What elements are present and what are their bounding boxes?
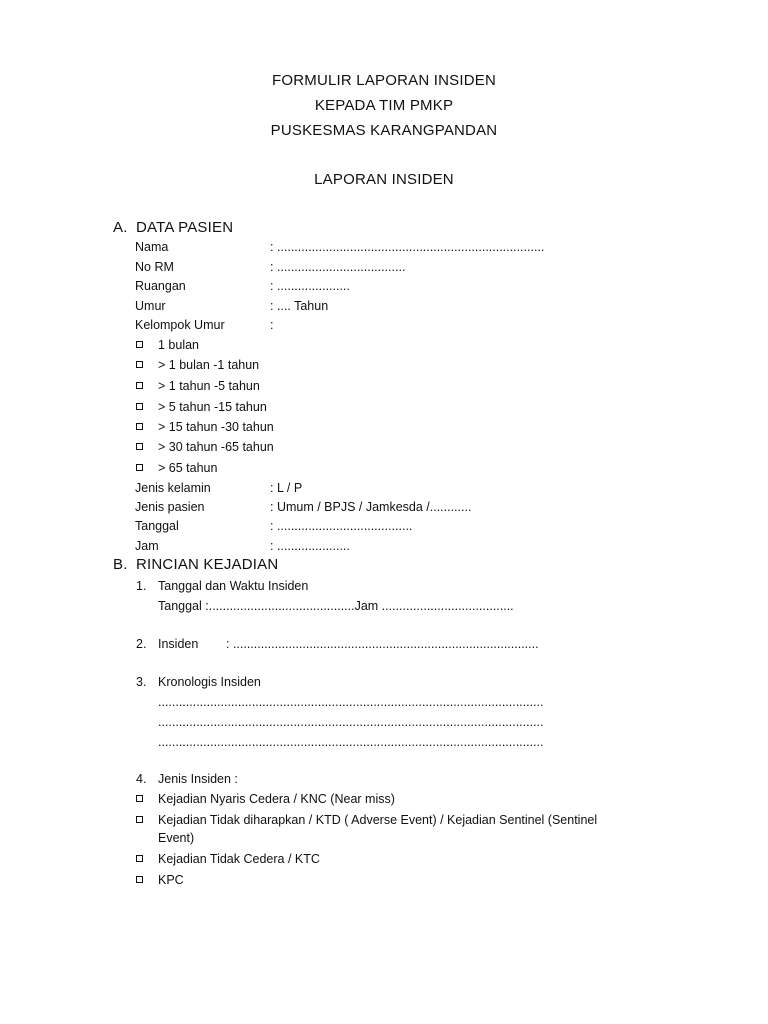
item-1-date-time-line[interactable]: Tanggal :..........................................Jam ......................................: [158, 599, 514, 613]
field-label-jam: Jam: [135, 539, 159, 553]
incident-option-kpc: KPC: [158, 873, 184, 887]
section-a-letter: A.: [113, 219, 128, 236]
field-label-tanggal: Tanggal: [135, 519, 179, 533]
age-option-6: > 30 tahun -65 tahun: [158, 440, 274, 454]
age-option-4: > 5 tahun -15 tahun: [158, 400, 267, 414]
report-heading: LAPORAN INSIDEN: [314, 171, 454, 188]
item-2-number: 2.: [136, 637, 147, 651]
age-option-5: > 15 tahun -30 tahun: [158, 420, 274, 434]
checkbox-age-7[interactable]: [136, 464, 143, 471]
item-3-number: 3.: [136, 675, 147, 689]
item-2-label: Insiden: [158, 637, 199, 651]
age-option-1: 1 bulan: [158, 338, 200, 352]
field-value-no-rm[interactable]: : .....................................: [270, 260, 406, 274]
checkbox-age-4[interactable]: [136, 403, 143, 410]
checkbox-incident-kpc[interactable]: [136, 876, 143, 883]
chronology-line-1[interactable]: ...............................................................................................................: [158, 695, 544, 709]
item-4-number: 4.: [136, 772, 147, 786]
incident-option-knc: Kejadian Nyaris Cedera / KNC (Near miss): [158, 792, 395, 806]
field-value-tanggal[interactable]: : .......................................: [270, 519, 413, 533]
age-option-7: > 65 tahun: [158, 461, 218, 475]
section-a-title: DATA PASIEN: [136, 219, 234, 236]
item-2-value[interactable]: : ........................................................................................: [226, 637, 539, 651]
chronology-line-2[interactable]: ...............................................................................................................: [158, 715, 544, 729]
chronology-line-3[interactable]: ...............................................................................................................: [158, 735, 544, 749]
field-label-kelompok-umur: Kelompok Umur: [135, 318, 225, 332]
field-value-jam[interactable]: : .....................: [270, 539, 350, 553]
checkbox-incident-ktd[interactable]: [136, 816, 143, 823]
field-value-jenis-pasien[interactable]: : Umum / BPJS / Jamkesda /............: [270, 500, 472, 514]
checkbox-age-5[interactable]: [136, 423, 143, 430]
field-label-umur: Umur: [135, 299, 166, 313]
field-label-jenis-kelamin: Jenis kelamin: [135, 481, 211, 495]
age-option-3: > 1 tahun -5 tahun: [158, 379, 260, 393]
section-b-letter: B.: [113, 556, 128, 573]
checkbox-age-3[interactable]: [136, 382, 143, 389]
field-label-nama: Nama: [135, 240, 169, 254]
field-label-no-rm: No RM: [135, 260, 174, 274]
form-subtitle-team: KEPADA TIM PMKP: [314, 97, 454, 114]
field-value-kelompok-umur: :: [270, 318, 274, 332]
checkbox-incident-knc[interactable]: [136, 795, 143, 802]
incident-option-ktd: Kejadian Tidak diharapkan / KTD ( Adverse Event) / Kejadian Sentinel (Sentinel: [158, 813, 598, 827]
form-title: FORMULIR LAPORAN INSIDEN: [272, 72, 496, 89]
item-1-title: Tanggal dan Waktu Insiden: [158, 579, 309, 593]
field-label-ruangan: Ruangan: [135, 279, 186, 293]
form-subtitle-puskesmas: PUSKESMAS KARANGPANDAN: [270, 122, 498, 139]
checkbox-age-6[interactable]: [136, 443, 143, 450]
field-value-jenis-kelamin[interactable]: : L / P: [270, 481, 303, 495]
field-label-jenis-pasien: Jenis pasien: [135, 500, 205, 514]
item-4-title: Jenis Insiden :: [158, 772, 238, 786]
incident-option-ktd-continued: Event): [158, 831, 195, 845]
item-3-title: Kronologis Insiden: [158, 675, 261, 689]
checkbox-age-1[interactable]: [136, 341, 143, 348]
field-value-ruangan[interactable]: : .....................: [270, 279, 350, 293]
item-1-number: 1.: [136, 579, 147, 593]
field-value-nama[interactable]: : .............................................................................: [270, 240, 545, 254]
section-b-title: RINCIAN KEJADIAN: [136, 556, 279, 573]
incident-option-ktc: Kejadian Tidak Cedera / KTC: [158, 852, 320, 866]
checkbox-age-2[interactable]: [136, 361, 143, 368]
checkbox-incident-ktc[interactable]: [136, 855, 143, 862]
age-option-2: > 1 bulan -1 tahun: [158, 358, 260, 372]
field-value-umur[interactable]: : .... Tahun: [270, 299, 329, 313]
